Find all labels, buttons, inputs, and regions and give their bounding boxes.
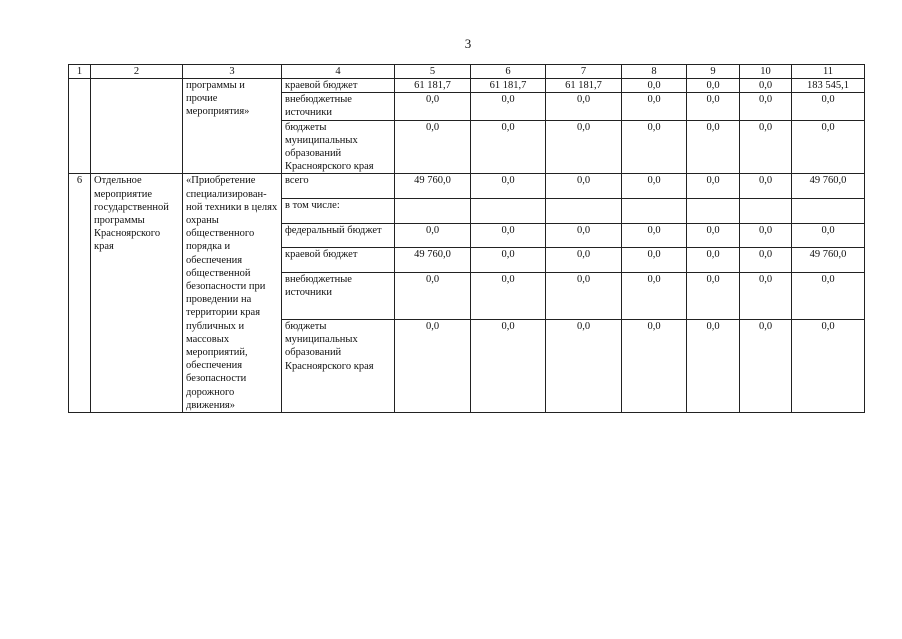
value-cell: 0,0: [546, 174, 622, 199]
value-cell: 49 760,0: [395, 248, 471, 273]
source-cell: внебюджетные источники: [282, 93, 395, 120]
col-header: 6: [471, 65, 546, 79]
source-cell: бюджеты муниципальных образований Красноярского края: [282, 120, 395, 174]
value-cell: 49 760,0: [792, 248, 865, 273]
value-cell: 0,0: [395, 272, 471, 319]
value-cell: 0,0: [687, 272, 740, 319]
value-cell: 0,0: [622, 248, 687, 273]
header-row: [69, 65, 865, 79]
source-cell: федеральный бюджет: [282, 223, 395, 248]
col-header: 10: [740, 65, 792, 79]
source-cell: внебюджетные источники: [282, 272, 395, 319]
value-cell: 0,0: [471, 120, 546, 174]
value-cell: 0,0: [687, 223, 740, 248]
value-cell: 61 181,7: [395, 79, 471, 93]
value-cell: 0,0: [546, 319, 622, 412]
value-cell: 0,0: [687, 319, 740, 412]
value-cell: [471, 198, 546, 223]
value-cell: 49 760,0: [395, 174, 471, 199]
source-cell: всего: [282, 174, 395, 199]
col-header: 4: [282, 65, 395, 79]
value-cell: 49 760,0: [792, 174, 865, 199]
value-cell: 0,0: [471, 319, 546, 412]
number-cell: [69, 79, 91, 174]
name-cell: Отдельное мероприятие государственной программы Красноярского края: [91, 174, 183, 413]
value-cell: 0,0: [395, 93, 471, 120]
value-cell: 0,0: [792, 319, 865, 412]
page-number: 3: [464, 36, 472, 51]
value-cell: 0,0: [740, 79, 792, 93]
value-cell: 0,0: [546, 248, 622, 273]
value-cell: 0,0: [622, 319, 687, 412]
value-cell: [395, 198, 471, 223]
value-cell: 0,0: [622, 79, 687, 93]
value-cell: 0,0: [471, 272, 546, 319]
col-header: 5: [395, 65, 471, 79]
value-cell: [792, 198, 865, 223]
name-cell: [91, 79, 183, 174]
activity-cell: программы и прочие мероприятия»: [183, 79, 282, 174]
col-header: 8: [622, 65, 687, 79]
table-row: [69, 174, 865, 199]
value-cell: 0,0: [546, 223, 622, 248]
value-cell: 0,0: [740, 319, 792, 412]
value-cell: 183 545,1: [792, 79, 865, 93]
value-cell: 0,0: [687, 174, 740, 199]
value-cell: 0,0: [395, 223, 471, 248]
value-cell: 0,0: [395, 120, 471, 174]
value-cell: 0,0: [471, 174, 546, 199]
value-cell: 61 181,7: [546, 79, 622, 93]
value-cell: 0,0: [395, 319, 471, 412]
value-cell: [687, 198, 740, 223]
source-cell: бюджеты муниципальных образований Красноярского края: [282, 319, 395, 412]
value-cell: 0,0: [687, 248, 740, 273]
col-header: 9: [687, 65, 740, 79]
table-row: [69, 79, 865, 93]
budget-table: [68, 64, 865, 413]
value-cell: 0,0: [471, 223, 546, 248]
value-cell: 0,0: [471, 248, 546, 273]
source-cell: краевой бюджет: [282, 79, 395, 93]
value-cell: 0,0: [740, 272, 792, 319]
number-cell: 6: [69, 174, 91, 413]
col-header: 11: [792, 65, 865, 79]
value-cell: 0,0: [622, 93, 687, 120]
value-cell: 0,0: [792, 93, 865, 120]
value-cell: 0,0: [740, 93, 792, 120]
value-cell: [740, 198, 792, 223]
value-cell: 0,0: [792, 223, 865, 248]
value-cell: 0,0: [471, 93, 546, 120]
value-cell: 0,0: [792, 120, 865, 174]
col-header: 7: [546, 65, 622, 79]
value-cell: 0,0: [546, 120, 622, 174]
value-cell: 0,0: [622, 223, 687, 248]
value-cell: 0,0: [687, 93, 740, 120]
value-cell: 0,0: [740, 223, 792, 248]
col-header: 1: [69, 65, 91, 79]
value-cell: 0,0: [687, 120, 740, 174]
value-cell: 0,0: [622, 272, 687, 319]
activity-cell: «Приобретение специализирован-ной техники в целях охраны общественного порядка и обеспечения общественной безопасности при проведении на территории края публичных и массовых мероприятий, обеспечения безопасности дорожного движения»: [183, 174, 282, 413]
value-cell: 0,0: [546, 272, 622, 319]
value-cell: 0,0: [546, 93, 622, 120]
source-cell: в том числе:: [282, 198, 395, 223]
value-cell: 0,0: [792, 272, 865, 319]
col-header: 2: [91, 65, 183, 79]
value-cell: 0,0: [740, 248, 792, 273]
value-cell: 61 181,7: [471, 79, 546, 93]
value-cell: 0,0: [740, 174, 792, 199]
value-cell: 0,0: [622, 120, 687, 174]
col-header: 3: [183, 65, 282, 79]
value-cell: [546, 198, 622, 223]
value-cell: 0,0: [622, 174, 687, 199]
source-cell: краевой бюджет: [282, 248, 395, 273]
value-cell: 0,0: [687, 79, 740, 93]
value-cell: 0,0: [740, 120, 792, 174]
value-cell: [622, 198, 687, 223]
